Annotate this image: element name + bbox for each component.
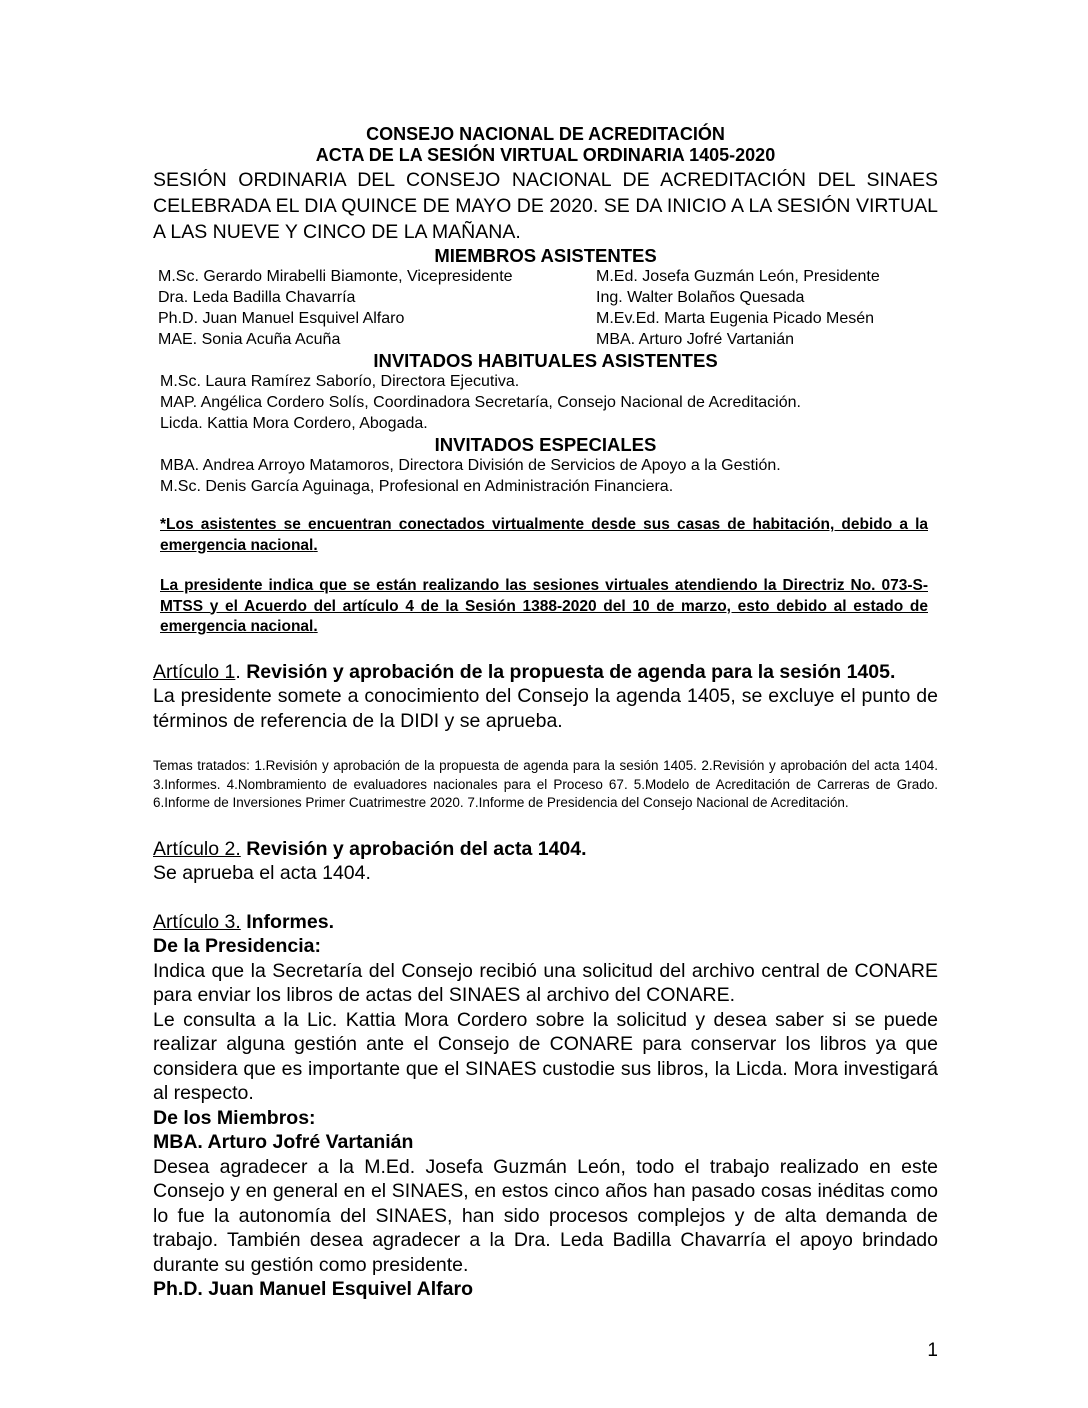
member-name: Ph.D. Juan Manuel Esquivel Alfaro bbox=[153, 1278, 474, 1300]
presidency-paragraph: Le consulta a la Lic. Kattia Mora Cordero sobre la solicitud y desea saber si se puede realizar alguna gestión ante el Consejo de CONARE para conservar los libros ya que considera que es importante que el SINAES custodie sus libros, la Licda. Mora investigará al respecto. bbox=[153, 1008, 938, 1104]
article-1-text: La presidente somete a conocimiento del Consejo la agenda 1405, se excluye el punto de términos de referencia de la DIDI y se aprueba. bbox=[153, 685, 938, 732]
virtual-attendance-note bbox=[153, 515, 938, 556]
presidency-heading: De la Presidencia: bbox=[153, 935, 321, 957]
guest-entry: M.Sc. Denis García Aguinaga, Profesional en Administración Financiera. bbox=[160, 478, 674, 495]
session-intro: SESIÓN ORDINARIA DEL CONSEJO NACIONAL DE ACREDITACIÓN DEL SINAES CELEBRADA EL DIA QUINCE DE MAYO DE 2020. SE DA INICIO A LA SESIÓN VIRTUAL A LAS NUEVE Y CINCO DE LA MAÑANA. bbox=[153, 169, 938, 243]
special-guests-list bbox=[153, 455, 938, 497]
presidency-paragraph: Indica que la Secretaría del Consejo recibió una solicitud del archivo central de CONARE para enviar los libros de actas del SINAES al archivo del CONARE. bbox=[153, 959, 938, 1006]
article-separator: . bbox=[235, 660, 247, 683]
member-entry: M.Sc. Gerardo Mirabelli Biamonte, Vicepresidente bbox=[158, 268, 513, 285]
guest-entry: M.Sc. Laura Ramírez Saborío, Directora Ejecutiva. bbox=[160, 373, 520, 390]
guest-entry: MBA. Andrea Arroyo Matamoros, Directora División de Servicios de Apoyo a la Gestión. bbox=[160, 457, 781, 474]
habitual-guests-heading: INVITADOS HABITUALES ASISTENTES bbox=[373, 350, 718, 371]
note-end: . bbox=[313, 536, 318, 554]
member-entry: Dra. Leda Badilla Chavarría bbox=[158, 289, 356, 306]
member-entry: MBA. Arturo Jofré Vartanián bbox=[596, 331, 795, 348]
article-title: Informes. bbox=[246, 910, 334, 933]
member-report: Desea agradecer a la M.Ed. Josefa Guzmán León, todo el trabajo realizado en este Consejo y en general en el SINAES, en estos cinco años han pasado cosas inéditas como lo fue la autonomía del SINAES, han sido procesos complejos y de alta demanda de trabajo. También desea agradecer a la Dra. Leda Badilla Chavarría el apoyo brindado durante su gestión como presidente. bbox=[153, 1155, 938, 1276]
note-text: La presidente indica que se están realizando las sesiones virtuales atendiendo la Directriz No. 073-S-MTSS y el Acuerdo del artículo 4 de la Sesión 1388-2020 del 10 de marzo, esto debido al estado de emergencia nacional bbox=[160, 577, 928, 635]
note-end: . bbox=[313, 618, 318, 635]
members-list bbox=[153, 266, 938, 350]
article-3-heading bbox=[153, 910, 938, 935]
member-entry: Ph.D. Juan Manuel Esquivel Alfaro bbox=[158, 310, 405, 327]
note-text: *Los asistentes se encuentran conectados virtualmente desde sus casas de habitación, debido a la emergencia nacional bbox=[160, 516, 928, 554]
member-entry: M.Ev.Ed. Marta Eugenia Picado Mesén bbox=[596, 310, 875, 327]
member-entry: MAE. Sonia Acuña Acuña bbox=[158, 331, 341, 348]
session-title: ACTA DE LA SESIÓN VIRTUAL ORDINARIA 1405-2020 bbox=[315, 145, 776, 165]
topics-covered: Temas tratados: 1.Revisión y aprobación de la propuesta de agenda para la sesión 1405. 2.Revisión y aprobación del acta 1404. 3.Informes. 4.Nombramiento de evaluadores nacionales para el Proceso 67. 5.Modelo de Acreditación de Carreras de Grado. 6.Informe de Inversiones Primer Cuatrimestre 2020. 7.Informe de Presidencia del Consejo Nacional de Acreditación. bbox=[153, 758, 938, 810]
article-2-heading bbox=[153, 837, 938, 862]
members-reports-heading: De los Miembros: bbox=[153, 1106, 316, 1129]
guest-entry: MAP. Angélica Cordero Solís, Coordinadora Secretaría, Consejo Nacional de Acreditación. bbox=[160, 394, 801, 411]
article-2-text: Se aprueba el acta 1404. bbox=[153, 862, 371, 884]
members-heading: MIEMBROS ASISTENTES bbox=[434, 245, 657, 266]
article-title: Revisión y aprobación de la propuesta de agenda para la sesión 1405. bbox=[246, 660, 896, 683]
article-label: Artículo 2. bbox=[153, 837, 241, 860]
guest-entry: Licda. Kattia Mora Cordero, Abogada. bbox=[160, 415, 428, 432]
article-1-heading bbox=[153, 660, 938, 685]
member-entry: Ing. Walter Bolaños Quesada bbox=[596, 289, 805, 306]
member-entry: M.Ed. Josefa Guzmán León, Presidente bbox=[596, 268, 880, 285]
special-guests-heading: INVITADOS ESPECIALES bbox=[434, 434, 657, 455]
article-title: Revisión y aprobación del acta 1404. bbox=[246, 837, 587, 860]
directive-note bbox=[153, 576, 938, 638]
council-title: CONSEJO NACIONAL DE ACREDITACIÓN bbox=[366, 124, 725, 144]
member-name: MBA. Arturo Jofré Vartanián bbox=[153, 1131, 414, 1153]
article-label: Artículo 3. bbox=[153, 910, 241, 933]
habitual-guests-list bbox=[153, 371, 938, 434]
article-label: Artículo 1 bbox=[153, 660, 236, 683]
page-number: 1 bbox=[927, 1340, 938, 1361]
